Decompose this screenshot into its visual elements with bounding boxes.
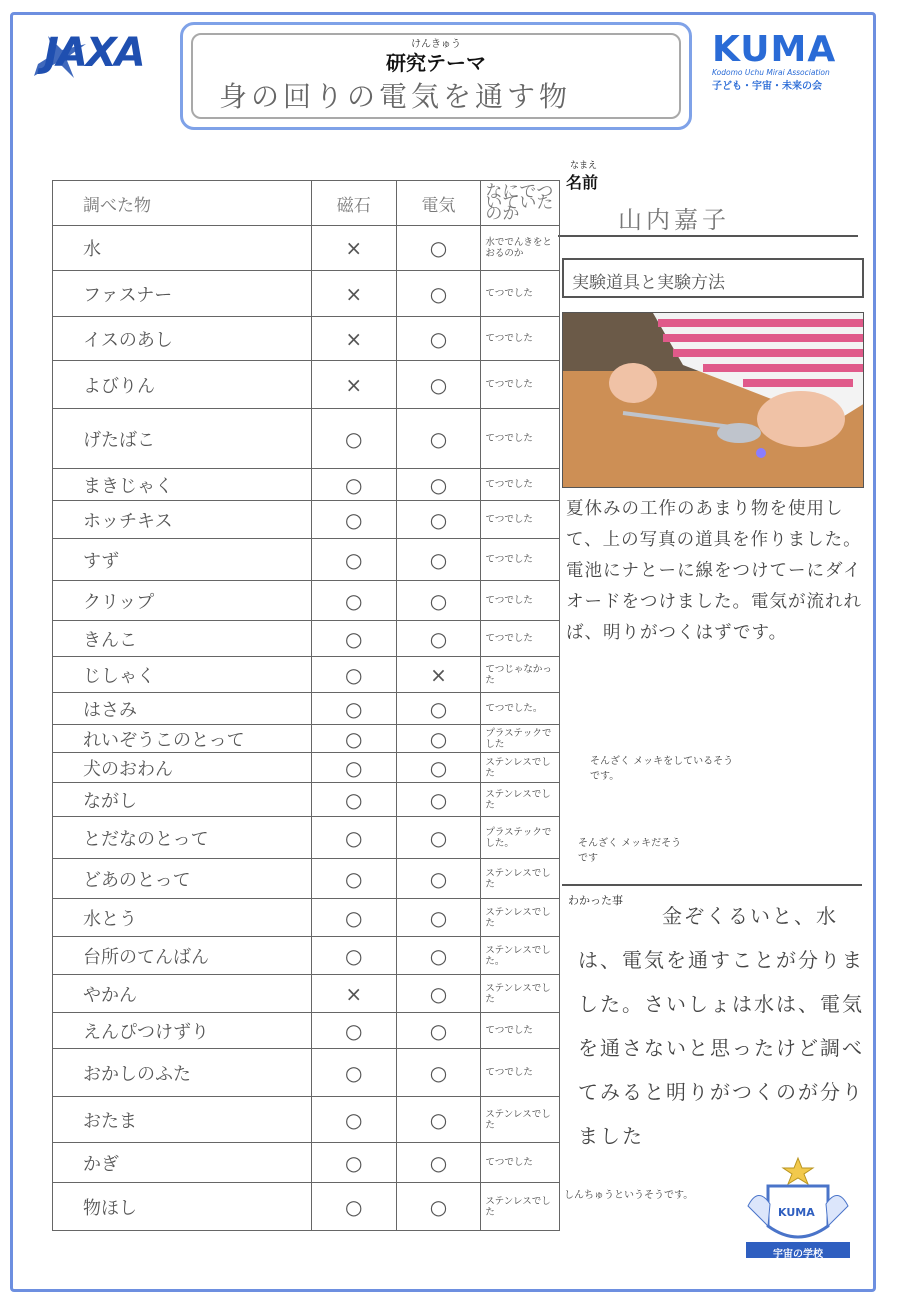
experiment-photo [562, 312, 864, 488]
row-magnet: × [311, 226, 396, 271]
kuma-logo [712, 29, 852, 102]
row-note: てつでした。 [481, 693, 560, 725]
row-electric: ○ [396, 725, 481, 753]
row-item: 水とう [53, 899, 312, 937]
row-note: てつでした [481, 581, 560, 621]
row-note: てつでした [481, 621, 560, 657]
table-row [53, 1097, 560, 1143]
table-row [53, 937, 560, 975]
row-item: イスのあし [53, 317, 312, 361]
row-electric: ○ [396, 783, 481, 817]
row-magnet: ○ [311, 1013, 396, 1049]
row-item: よびりん [53, 361, 312, 409]
table-row [53, 581, 560, 621]
row-note: ステンレスでした [481, 753, 560, 783]
row-item: きんこ [53, 621, 312, 657]
table-row [53, 409, 560, 469]
row-note: てつでした [481, 409, 560, 469]
result-label: わかった事 [568, 894, 623, 907]
row-item: ながし [53, 783, 312, 817]
row-electric: ○ [396, 581, 481, 621]
header-electric: 電気 [396, 181, 481, 226]
kuma-logo-text: KUMA [712, 29, 837, 70]
table-row [53, 1143, 560, 1183]
row-item: どあのとって [53, 859, 312, 899]
header-item: 調べた物 [53, 181, 312, 226]
row-electric: ○ [396, 271, 481, 317]
research-theme-box [180, 22, 692, 130]
row-electric: ○ [396, 501, 481, 539]
row-electric: ○ [396, 693, 481, 725]
table-row [53, 783, 560, 817]
jaxa-logo-text: JAXA [44, 30, 144, 76]
table-row [53, 1049, 560, 1097]
survey-table [52, 180, 560, 1231]
row-note: てつじゃなかった [481, 657, 560, 693]
row-item: 台所のてんばん [53, 937, 312, 975]
crest-text: KUMA [778, 1206, 815, 1219]
row-note: てつでした [481, 1013, 560, 1049]
row-magnet: × [311, 975, 396, 1013]
name-label: 名前 [566, 173, 599, 192]
row-note: ステンレスでした [481, 1183, 560, 1231]
row-electric: ○ [396, 361, 481, 409]
row-electric: ○ [396, 469, 481, 501]
row-magnet: ○ [311, 657, 396, 693]
side-note-plating-2: そんざく メッキだそうです [578, 838, 682, 864]
row-note: ステンレスでした [481, 1097, 560, 1143]
method-description: 夏休みの工作のあまり物を使用して、上の写真の道具を作りました。電池にナとーに線をつけてーにダイオードをつけました。電気が流れれば、明りがつくはずです。 [566, 499, 862, 643]
side-note-brass: しんちゅうというそうです。 [564, 1190, 694, 1201]
row-item: おかしのふた [53, 1049, 312, 1097]
row-magnet: × [311, 361, 396, 409]
result-description: 金ぞくるいと、水は、電気を通すことが分りました。さいしょは水は、電気を通さないと思ったけど調べてみると明りがつくのが分りました [578, 904, 864, 1148]
name-ruby: なまえ [570, 161, 598, 171]
row-note: ステンレスでした [481, 899, 560, 937]
row-note: てつでした [481, 317, 560, 361]
name-underline [558, 235, 858, 237]
result-divider [562, 884, 862, 886]
row-electric: ○ [396, 817, 481, 859]
row-magnet: ○ [311, 1049, 396, 1097]
row-item: かぎ [53, 1143, 312, 1183]
row-magnet: ○ [311, 753, 396, 783]
row-electric: ○ [396, 409, 481, 469]
table-row [53, 859, 560, 899]
table-row [53, 226, 560, 271]
row-electric: ○ [396, 1049, 481, 1097]
table-row [53, 725, 560, 753]
row-item: すず [53, 539, 312, 581]
row-electric: ○ [396, 975, 481, 1013]
row-note: てつでした [481, 469, 560, 501]
row-magnet: ○ [311, 409, 396, 469]
table-row [53, 317, 560, 361]
row-note: ステンレスでした [481, 975, 560, 1013]
row-electric: ○ [396, 937, 481, 975]
table-row [53, 1183, 560, 1231]
row-magnet: ○ [311, 817, 396, 859]
row-note: てつでした [481, 1143, 560, 1183]
row-note: てつでした [481, 501, 560, 539]
row-note: プラステックでした。 [481, 817, 560, 859]
row-note: ステンレスでした。 [481, 937, 560, 975]
row-item: 物ほし [53, 1183, 312, 1231]
row-electric: ○ [396, 753, 481, 783]
row-item: やかん [53, 975, 312, 1013]
jaxa-logo [28, 26, 153, 86]
row-magnet: ○ [311, 937, 396, 975]
table-row [53, 975, 560, 1013]
row-note: 水ででんきをとおるのか [481, 226, 560, 271]
row-electric: ○ [396, 226, 481, 271]
row-electric: ○ [396, 317, 481, 361]
row-magnet: × [311, 317, 396, 361]
row-note: てつでした [481, 539, 560, 581]
table-row [53, 271, 560, 317]
table-row [53, 1013, 560, 1049]
table-row [53, 657, 560, 693]
row-item: えんぴつけずり [53, 1013, 312, 1049]
row-item: 犬のおわん [53, 753, 312, 783]
row-magnet: ○ [311, 539, 396, 581]
header-magnet: 磁石 [311, 181, 396, 226]
row-magnet: × [311, 271, 396, 317]
side-note-plating-1: そんざく メッキをしているそうです。 [590, 756, 734, 782]
row-item: クリップ [53, 581, 312, 621]
row-electric: ○ [396, 621, 481, 657]
row-magnet: ○ [311, 1183, 396, 1231]
row-electric: ○ [396, 1013, 481, 1049]
row-magnet: ○ [311, 581, 396, 621]
row-note: プラステックでした [481, 725, 560, 753]
row-electric: ○ [396, 1143, 481, 1183]
row-item: ホッチキス [53, 501, 312, 539]
row-item: おたま [53, 1097, 312, 1143]
theme-ruby: けんきゅう [411, 39, 461, 50]
row-magnet: ○ [311, 693, 396, 725]
row-note: てつでした [481, 271, 560, 317]
table-row [53, 361, 560, 409]
row-item: とだなのとって [53, 817, 312, 859]
table-row [53, 501, 560, 539]
table-row [53, 899, 560, 937]
table-header-row [53, 181, 560, 226]
table-row [53, 817, 560, 859]
row-electric: ○ [396, 899, 481, 937]
row-item: じしゃく [53, 657, 312, 693]
row-electric: ○ [396, 1097, 481, 1143]
row-magnet: ○ [311, 1097, 396, 1143]
row-note: ステンレスでした [481, 783, 560, 817]
row-item: はさみ [53, 693, 312, 725]
experiment-photo-image [563, 313, 864, 488]
name-value: 山内嘉子 [618, 206, 730, 234]
row-item: 水 [53, 226, 312, 271]
row-magnet: ○ [311, 899, 396, 937]
row-magnet: ○ [311, 621, 396, 657]
row-electric: ○ [396, 539, 481, 581]
row-magnet: ○ [311, 859, 396, 899]
kuma-logo-english: Kodomo Uchu Mirai Association [712, 68, 830, 77]
row-note: てつでした [481, 361, 560, 409]
row-magnet: ○ [311, 725, 396, 753]
row-electric: ○ [396, 1183, 481, 1231]
row-item: れいぞうこのとって [53, 725, 312, 753]
space-school-crest [738, 1156, 858, 1266]
table-row [53, 693, 560, 725]
row-magnet: ○ [311, 501, 396, 539]
theme-label: 研究テーマ [386, 51, 486, 75]
table-row [53, 621, 560, 657]
theme-title: 身の回りの電気を通す物 [219, 80, 572, 113]
row-magnet: ○ [311, 469, 396, 501]
row-note: てつでした [481, 1049, 560, 1097]
row-electric: ○ [396, 859, 481, 899]
table-row [53, 469, 560, 501]
row-electric: × [396, 657, 481, 693]
row-item: ファスナー [53, 271, 312, 317]
row-magnet: ○ [311, 1143, 396, 1183]
table-row [53, 539, 560, 581]
row-item: まきじゃく [53, 469, 312, 501]
row-magnet: ○ [311, 783, 396, 817]
kuma-logo-japanese: 子ども・宇宙・未来の会 [712, 81, 822, 92]
method-title: 実験道具と実験方法 [562, 258, 864, 298]
row-item: げたばこ [53, 409, 312, 469]
header-note: なにでついていたのか [481, 181, 560, 226]
row-note: ステンレスでした [481, 859, 560, 899]
table-row [53, 753, 560, 783]
crest-banner: 宇宙の学校 [773, 1249, 823, 1260]
